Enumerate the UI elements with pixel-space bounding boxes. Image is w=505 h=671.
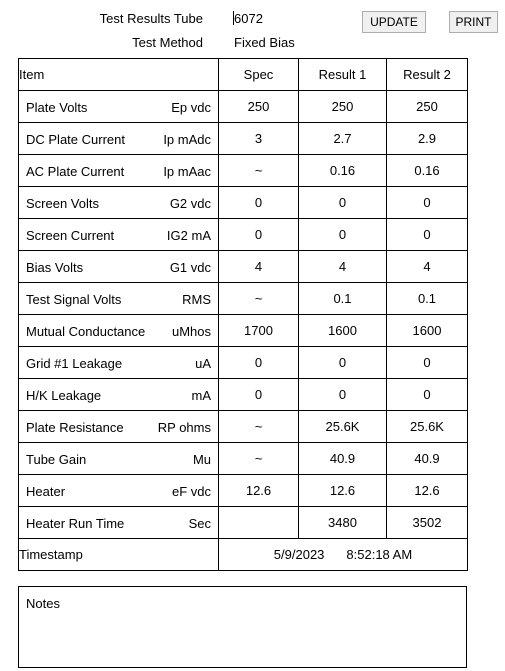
timestamp-label: Timestamp [19, 539, 219, 571]
timestamp-row [19, 539, 468, 571]
parameter-label: Heater Run Time [26, 516, 125, 531]
result1-cell: 2.7 [299, 123, 387, 155]
spec-cell: 0 [219, 187, 299, 219]
method-value: Fixed Bias [234, 35, 295, 50]
parameter-label: Grid #1 Leakage [26, 356, 123, 371]
parameter-unit: Ep vdc [171, 100, 211, 115]
result2-cell: 0 [387, 347, 468, 379]
spec-cell: 0 [219, 379, 299, 411]
table-header-row [19, 59, 468, 91]
spec-cell: 12.6 [219, 475, 299, 507]
item-cell [19, 507, 219, 539]
item-cell [19, 91, 219, 123]
table-row [19, 347, 468, 379]
parameter-label: Plate Resistance [26, 420, 124, 435]
parameter-unit: G2 vdc [169, 196, 211, 211]
parameter-label: Screen Volts [26, 196, 99, 211]
parameter-label: AC Plate Current [26, 164, 125, 179]
notes-label: Notes [26, 596, 60, 611]
item-cell [19, 411, 219, 443]
table-row [19, 155, 468, 187]
result1-cell: 1600 [299, 315, 387, 347]
parameter-unit: IG2 mA [166, 228, 211, 243]
spec-column-header: Spec [219, 59, 299, 91]
result2-cell: 40.9 [387, 443, 468, 475]
parameter-unit: uMhos [171, 324, 211, 339]
table-row [19, 379, 468, 411]
parameter-label: DC Plate Current [26, 132, 125, 147]
item-column-header: Item [19, 59, 219, 91]
tube-label: Test Results Tube [99, 11, 203, 26]
parameter-unit: eF vdc [171, 484, 211, 499]
result2-cell: 25.6K [387, 411, 468, 443]
spec-cell: 4 [219, 251, 299, 283]
result1-cell: 0 [299, 219, 387, 251]
spec-cell: ~ [219, 155, 299, 187]
result1-cell: 0.16 [299, 155, 387, 187]
parameter-unit: uA [195, 356, 211, 371]
result2-cell: 250 [387, 91, 468, 123]
table-row [19, 411, 468, 443]
spec-cell: 250 [219, 91, 299, 123]
parameter-label: Test Signal Volts [26, 292, 122, 307]
timestamp-time: 8:52:18 AM [346, 547, 413, 562]
table-row [19, 219, 468, 251]
result1-cell: 25.6K [299, 411, 387, 443]
table-row [19, 475, 468, 507]
parameter-label: H/K Leakage [26, 388, 102, 403]
result2-column-header: Result 2 [387, 59, 468, 91]
parameter-unit: RMS [182, 292, 211, 307]
spec-cell: ~ [219, 283, 299, 315]
result2-cell: 0 [387, 219, 468, 251]
result2-cell: 0 [387, 187, 468, 219]
print-button[interactable]: PRINT [449, 11, 498, 33]
parameter-unit: RP ohms [157, 420, 211, 435]
table-row [19, 507, 468, 539]
update-button[interactable]: UPDATE [362, 11, 426, 33]
tube-number-input[interactable] [232, 9, 314, 27]
item-cell [19, 315, 219, 347]
table-row [19, 123, 468, 155]
spec-cell: ~ [219, 443, 299, 475]
table-row [19, 91, 468, 123]
item-cell [19, 443, 219, 475]
result1-cell: 0 [299, 379, 387, 411]
timestamp-value [219, 539, 468, 571]
result2-cell: 3502 [387, 507, 468, 539]
parameter-label: Screen Current [26, 228, 115, 243]
item-cell [19, 283, 219, 315]
result2-cell: 2.9 [387, 123, 468, 155]
parameter-label: Tube Gain [26, 452, 87, 467]
spec-cell [219, 507, 299, 539]
result1-cell: 250 [299, 91, 387, 123]
result1-cell: 0 [299, 187, 387, 219]
results-table [18, 58, 468, 571]
spec-cell: 0 [219, 347, 299, 379]
item-cell [19, 379, 219, 411]
item-cell [19, 187, 219, 219]
notes-box[interactable] [18, 586, 467, 668]
item-cell [19, 347, 219, 379]
result1-cell: 40.9 [299, 443, 387, 475]
parameter-unit: mA [191, 388, 211, 403]
text-caret [233, 11, 234, 25]
table-row [19, 251, 468, 283]
parameter-label: Bias Volts [26, 260, 84, 275]
parameter-unit: Sec [188, 516, 211, 531]
table-row [19, 443, 468, 475]
item-cell [19, 155, 219, 187]
parameter-label: Plate Volts [26, 100, 88, 115]
result2-cell: 0 [387, 379, 468, 411]
method-label: Test Method [132, 35, 203, 50]
item-cell [19, 219, 219, 251]
item-cell [19, 123, 219, 155]
result2-cell: 12.6 [387, 475, 468, 507]
table-row [19, 187, 468, 219]
timestamp-date: 5/9/2023 [273, 547, 325, 562]
result1-column-header: Result 1 [299, 59, 387, 91]
parameter-label: Mutual Conductance [26, 324, 146, 339]
parameter-unit: G1 vdc [169, 260, 211, 275]
parameter-unit: Mu [192, 452, 211, 467]
parameter-label: Heater [26, 484, 66, 499]
result1-cell: 4 [299, 251, 387, 283]
result2-cell: 0.16 [387, 155, 468, 187]
result1-cell: 0 [299, 347, 387, 379]
result1-cell: 3480 [299, 507, 387, 539]
parameter-unit: Ip mAdc [163, 132, 211, 147]
result1-cell: 0.1 [299, 283, 387, 315]
result2-cell: 1600 [387, 315, 468, 347]
table-row [19, 283, 468, 315]
spec-cell: 1700 [219, 315, 299, 347]
item-cell [19, 475, 219, 507]
item-cell [19, 251, 219, 283]
parameter-unit: Ip mAac [163, 164, 211, 179]
result1-cell: 12.6 [299, 475, 387, 507]
result2-cell: 0.1 [387, 283, 468, 315]
spec-cell: 3 [219, 123, 299, 155]
result2-cell: 4 [387, 251, 468, 283]
table-row [19, 315, 468, 347]
spec-cell: 0 [219, 219, 299, 251]
spec-cell: ~ [219, 411, 299, 443]
